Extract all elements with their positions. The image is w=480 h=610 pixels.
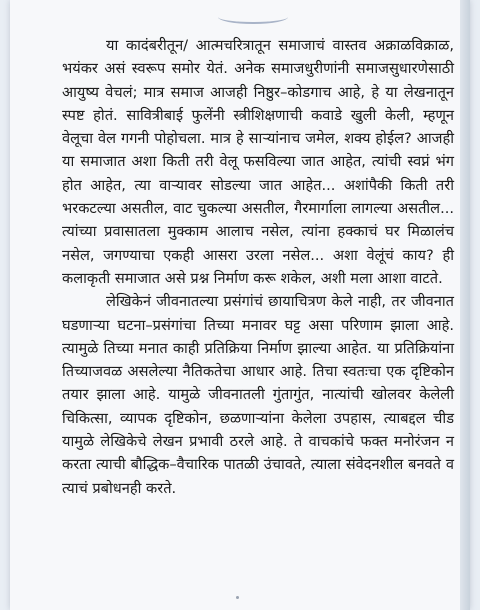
paragraph-1: या कादंबरीतून/ आत्मचरित्रातून समाजाचं वास्तव अक्राळविक्राळ, भयंकर असं स्वरूप समोर येतं. अनेक समाजधुरीणांनी समाजसुधारणेसाठी आयुष्य वेचलं; मात्र समाज आजही निष्ठुर–कोडगाच आहे, हे या लेखनातून स्पष्ट होतं. सावित्रीबाई फुलेंनी स्त्रीशिक्षणाची कवाडे खुली केली, म्हणून वेलूचा वेल गगनी पोहोचला. मात्र हे साऱ्यांनाच जमेल, शक्य होईल? आजही या समाजात अशा किती तरी वेलू फसविल्या जात आहेत, त्यांची स्वप्नं भंग होत आहेत, त्या वाऱ्यावर सोडल्या जात आहेत... अशांपैकी किती तरी भरकटल्या असतील, वाट चुकल्या असतील, गैरमार्गाला लागल्या असतील... त्यांच्या प्रवासातला मुक्काम आलाच नसेल, त्यांना हक्काचं घर मिळालंच नसेल, जगण्याचा एकही आसरा उरला नसेल... अशा वेलूंचं काय? ही कलाकृती समाजात असे प्रश्न निर्माण करू शकेल, अशी मला आशा वाटते. — [62, 37, 454, 287]
page-top-mark — [218, 10, 288, 24]
book-page — [10, 0, 470, 610]
page-edge-shadow — [460, 0, 470, 610]
body-text — [62, 34, 454, 500]
paragraph-2: लेखिकेनं जीवनातल्या प्रसंगांचं छायाचित्रण केले नाही, तर जीवनात घडणाऱ्या घटना–प्रसंगांचा तिच्या मनावर घट्ट असा परिणाम झाला आहे. त्यामुळे तिच्या मनात काही प्रतिक्रिया निर्माण झाल्या आहेत. या प्रतिक्रियांना तिच्याजवळ असलेल्या नैतिकतेचा आधार आहे. तिचा स्वतःचा एक दृष्टिकोन तयार झाला आहे. यामुळे जीवनातली गुंतागुंत, नात्यांची खोलवर केलेली चिकित्सा, व्यापक दृष्टिकोन, छळणाऱ्यांना केलेला उपहास, त्याबद्दल चीड यामुळे लेखिकेचे लेखन प्रभावी ठरले आहे. ते वाचकांचे फक्त मनोरंजन न करता त्याची बौद्धिक–वैचारिक पातळी उंचावते, त्याला संवेदनशील बनवते व त्याचं प्रबोधनही करते. — [62, 293, 454, 497]
paper-speck — [236, 596, 239, 599]
